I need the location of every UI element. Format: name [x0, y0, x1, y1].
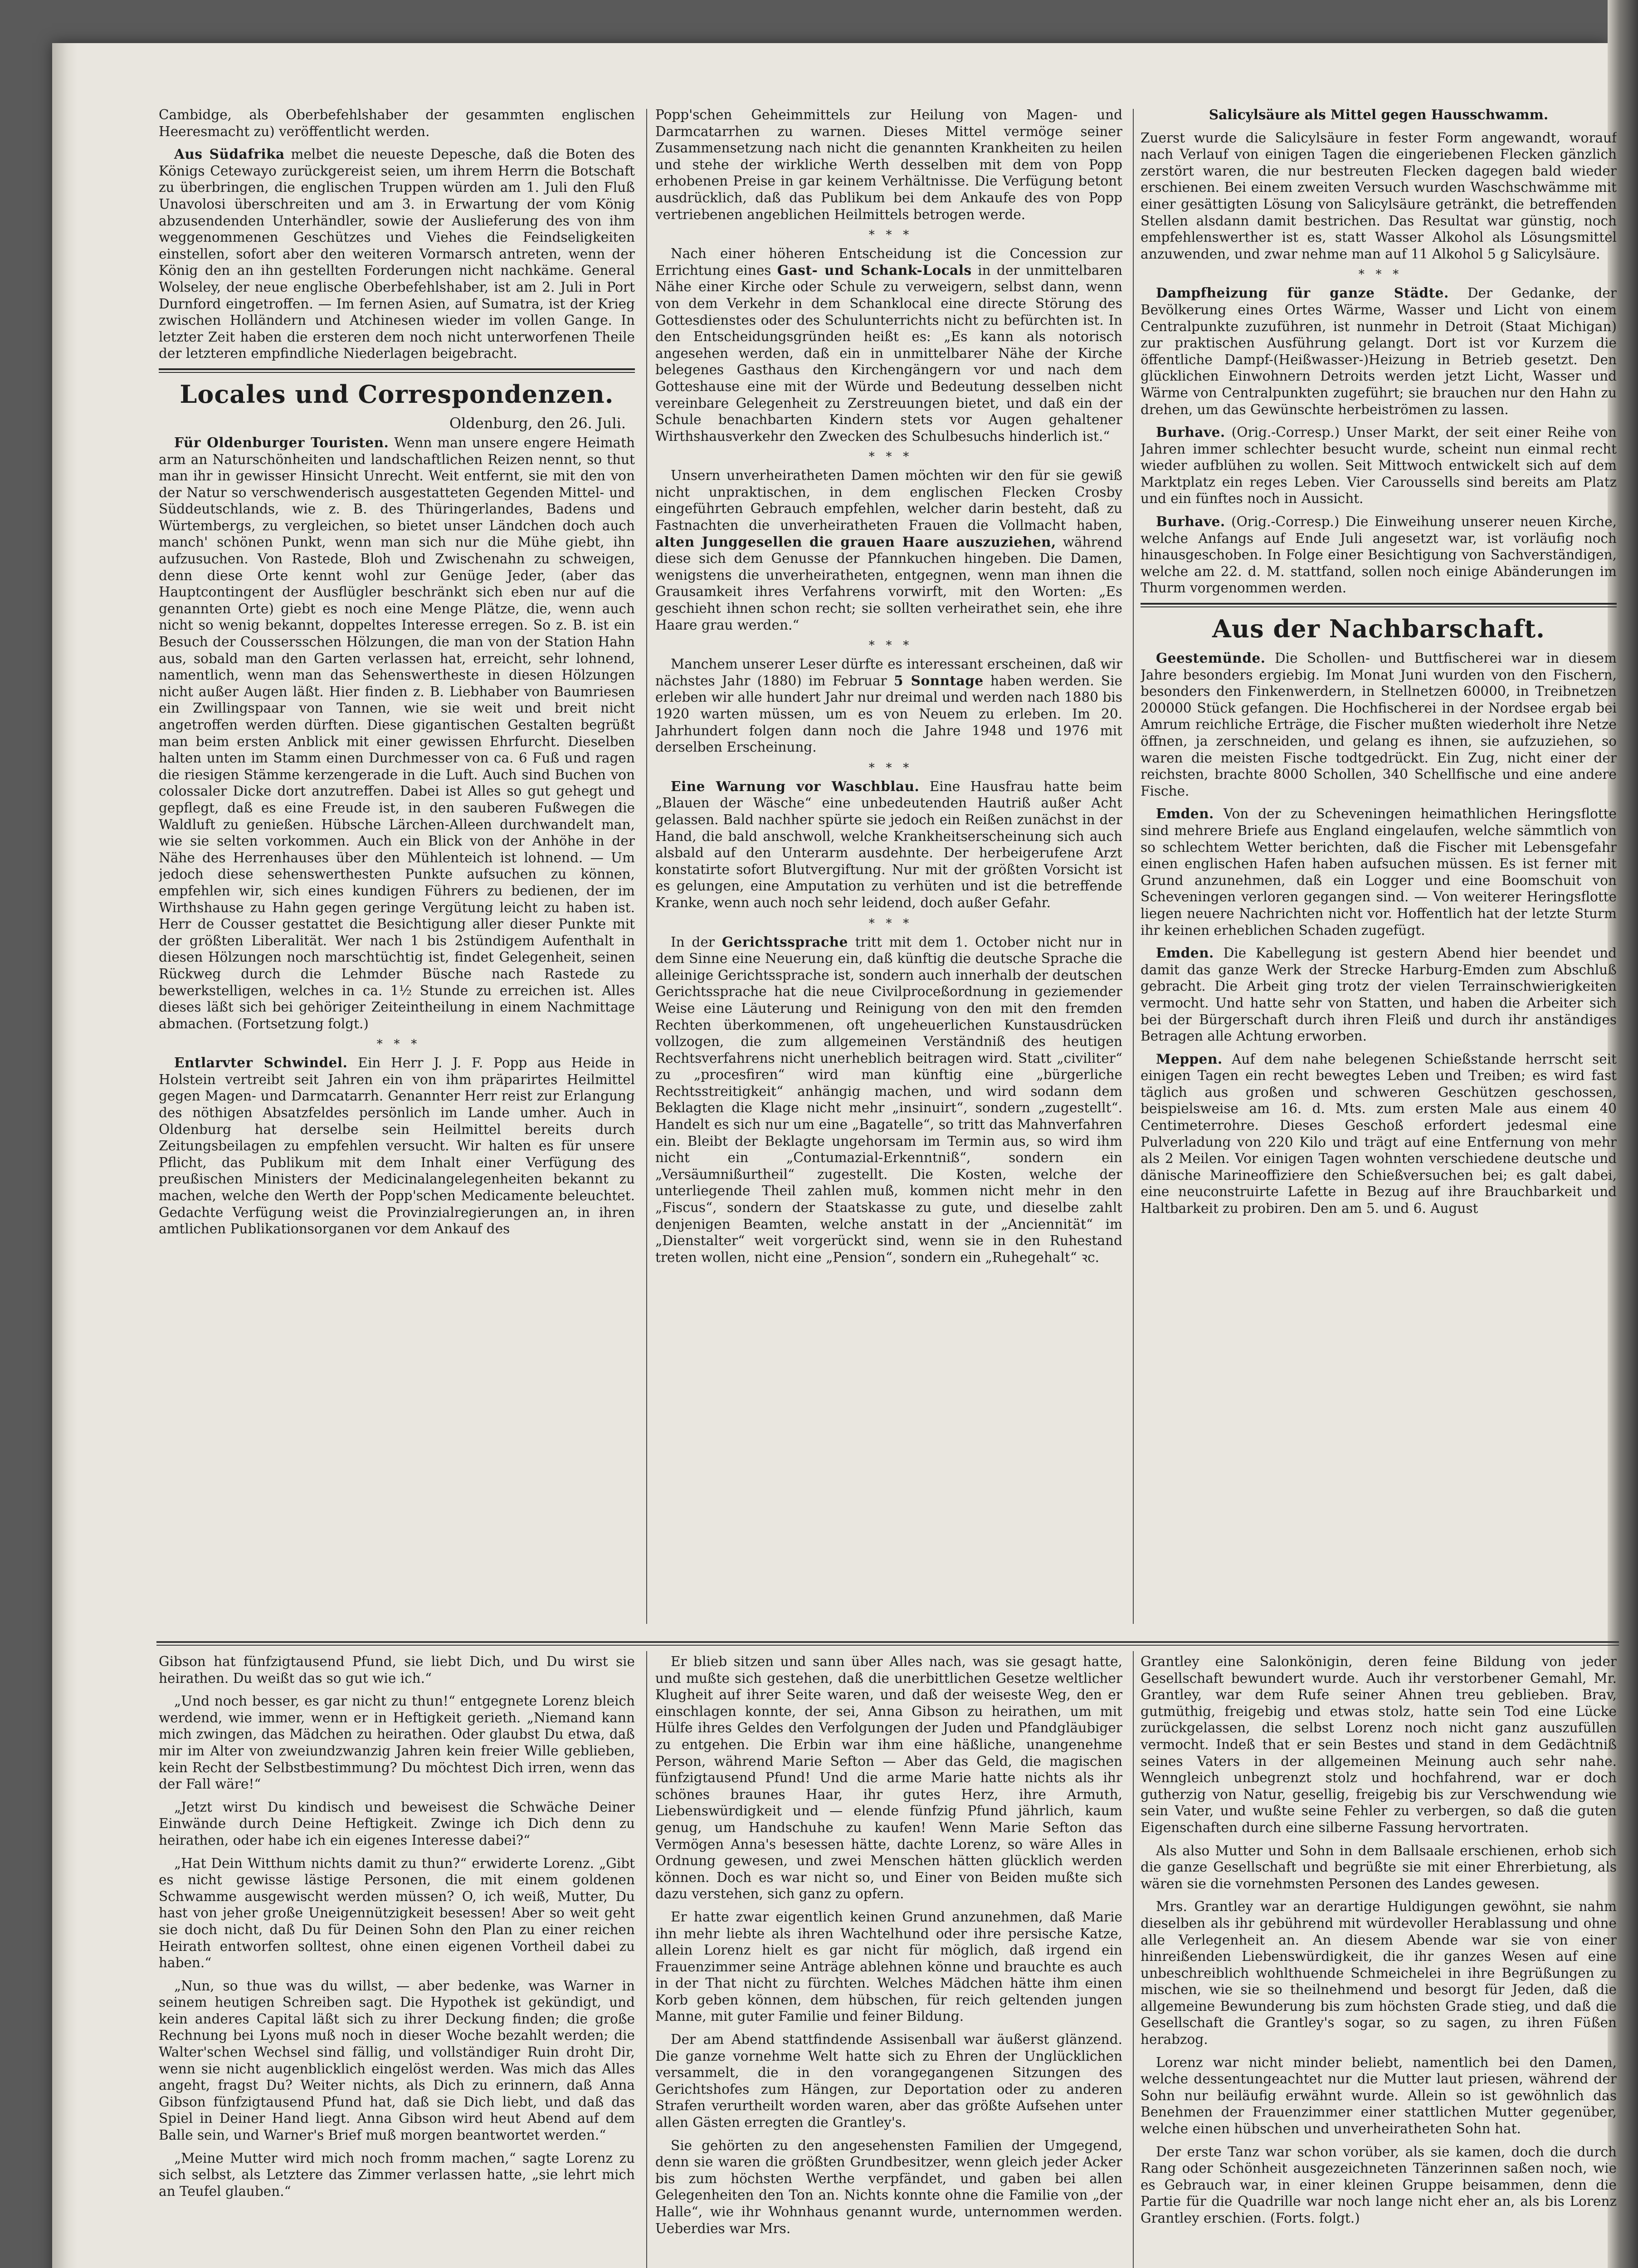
- column-2: [655, 107, 1122, 1631]
- article-text: (Orig.-Corresp.) Die Einweihung unserer neuen Kirche, welche Anfangs auf Ende Juli angesetzt war, ist vorläufig noch hinausgeschoben. In Folge einer Besichtigung von Sachverständigen, welche am 22. d. M. stattfand, sollen noch einige Abänderungen im Thurm vorgenommen werden.: [1141, 514, 1617, 596]
- separator-stars: * * *: [868, 450, 909, 464]
- feuilleton-column-2: [655, 1653, 1122, 2268]
- article-paragraph: [655, 656, 1122, 756]
- section-rule: [1141, 603, 1617, 607]
- article-paragraph: [655, 778, 1122, 911]
- article-paragraph: [1141, 806, 1617, 938]
- article-text: Von der zu Scheveningen heimathlichen Heringsflotte sind mehrere Briefe aus England eingelaufen, welche sämmtlich von so schlechtem Wetter berichten, daß die Fischer mit Lebensgefahr einen englischen Hafen haben aufsuchen müssen. Es ist ferner mit Grund anzunehmen, daß ein Logger und eine Boomschuit von Scheveningen verloren gegangen sind. — Von weiterer Heringsflotte liegen neuere Nachrichten nicht vor. Hoffentlich hat der letzte Sturm ihr keinen erheblichen Schaden zugefügt.: [1141, 806, 1617, 938]
- novel-paragraph: Als also Mutter und Sohn in dem Ballsaale erschienen, erhob sich die ganze Gesellschaft und begrüßte sie mit einer Ehrerbietung, als wären sie die vornehmsten Personen des Landes gewesen.: [1141, 1843, 1617, 1892]
- column-1: [159, 107, 635, 1631]
- article-text: Die Kabellegung ist gestern Abend hier beendet und damit das ganze Werk der Strecke Harburg-Emden zum Abschluß gebracht. Die Arbeit ging trotz der vielen Terrainschwierigkeiten vermocht. Und hatte sehr von Statten, und haben die Arbeiter sich bei der Bürgerschaft durch ihren Fleiß und durch ihr anständiges Betragen alle Achtung erworben.: [1141, 945, 1617, 1044]
- article-paragraph: [159, 435, 635, 1032]
- page-binding-shadow: [52, 43, 77, 2268]
- article-text: Zuerst wurde die Salicylsäure in fester Form angewandt, worauf nach Verlauf von einigen Tagen die eingeriebenen Flecken gänzlich zerstört waren, die nur bestreuten Flecken dagegen bald wieder erschienen. Bei einem zweiten Versuch wurden Waschschwämme mit einer gesättigten Lösung von Salicylsäure getränkt, die betreffenden Stellen alsdann damit bestrichen. Das Resultat war günstig, noch empfehlenswerther ist es, statt Wasser Alkohol als Lösungsmittel anzuwenden, und zwar nehme man auf 11 Alkohol 5 g Salicylsäure.: [1141, 130, 1617, 262]
- novel-paragraph: Der erste Tanz war schon vorüber, als sie kamen, doch die durch Rang oder Schönheit ausgezeichneten Tänzerinnen saßen noch, wie es Gebrauch war, in einer kleinen Gruppe beisammen, denn die Partie für die Quadrille war noch lange nicht eher an, als bis Lorenz Grantley erschien. (Forts. folgt.): [1141, 2144, 1617, 2226]
- separator-stars: * * *: [376, 1037, 417, 1051]
- novel-paragraph: Lorenz war nicht minder beliebt, namentlich bei den Damen, welche dessentungeachtet nur die Mutter laut priesen, während der Sohn nur beiläufig erwähnt wurde. Allein so ist gewöhnlich das Benehmen der Frauenzimmer einer stattlichen Mutter gegenüber, welche einen hübschen und unverheiratheten Sohn hat.: [1141, 2054, 1617, 2137]
- novel-paragraph: „Und noch besser, es gar nicht zu thun!“ entgegnete Lorenz bleich werdend, wie immer, wenn er in Heftigkeit gerieth. „Niemand kann mich zwingen, das Mädchen zu heirathen. Oder glaubst Du etwa, daß mir im Alter von zweiundzwanzig Jahren kein freier Wille geblieben, kein Recht der Selbstbestimmung? Du möchtest Dich irren, wenn das der Fall wäre!“: [159, 1693, 635, 1792]
- article-lead: Gerichtssprache: [722, 934, 848, 950]
- feuilleton-divider: [156, 1641, 1619, 1643]
- article-paragraph: [159, 146, 635, 362]
- article-text: haben werden. Sie erleben wir alle hundert Jahr nur dreimal und werden nach 1880 bis 1920 warten müssen, um es von Neuem zu erleben. Im 20. Jahrhundert folgen dann noch die Jahre 1948 und 1976 mit derselben Erscheinung.: [655, 673, 1122, 755]
- article-text: Auf dem nahe belegenen Schießstande herrscht seit einigen Tagen ein recht bewegtes Leben und Treiben; es wird fast täglich aus großen und schweren Geschützen geschossen, beispielsweise am 16. d. Mts. zum ersten Male aus einem 40 Centimeterrohre. Dieses Geschoß erfordert jedesmal eine Pulverladung von 220 Kilo und trägt auf eine Entfernung von mehr als 2 Meilen. Vor einigen Tagen wohnten verschiedene deutsche und dänische Marineoffiziere den Schießversuchen bei; es galt dabei, eine neuconstruirte Lafette in Bezug auf ihre Brauchbarkeit und Haltbarkeit zu probiren. Den am 5. und 6. August: [1141, 1051, 1617, 1217]
- novel-paragraph: „Nun, so thue was du willst, — aber bedenke, was Warner in seinem heutigen Schreiben sagt. Die Hypothek ist gekündigt, und kein anderes Capital läßt sich zu ihrer Deckung finden; die große Rechnung bei Lyons muß noch in dieser Woche bezahlt werden; die Walter'schen Wechsel sind fällig, und vollständiger Ruin droht Dir, wenn sie nicht augenblicklich eingelöst werden. Was mich das Alles angeht, fragst Du? Weiter nichts, als Dich zu erinnern, daß Anna Gibson fünfzigtausend Pfund hat, daß sie Dich liebt, und daß das Spiel in Deiner Hand liegt. Anna Gibson wird heut Abend auf dem Balle sein, und Warner's Brief muß morgen beantwortet werden.“: [159, 1978, 635, 2143]
- article-text: in der unmittelbaren Nähe einer Kirche oder Schule zu verweigern, selbst dann, wenn von dem Verkehr in dem Schanklocal eine directe Störung des Gottesdienstes oder des Schulunterrichts nicht zu befürchten ist. In den Entscheidungsgründen heißt es: „Es kann als notorisch angesehen werden, daß ein in unmittelbarer Nähe der Kirche belegenes Gasthaus den Kirchengängern vor und nach dem Gotteshause eine mit der Würde und Bedeutung desselben nicht vereinbare Gelegenheit zu Zerstreuungen bietet, und daß ein der Schule benachbarten Kindern stets vor Augen gehaltener Wirthshausverkehr den Zwecken des Schulbesuchs hinderlich ist.“: [655, 262, 1122, 444]
- continuation-note: (Fortsetzung folgt.): [237, 1016, 369, 1031]
- feuilleton-column-1: [159, 1653, 635, 2268]
- novel-paragraph: Er blieb sitzen und sann über Alles nach, was sie gesagt hatte, und mußte sich gestehen, daß die unerbittlichen Gesetze weltlicher Klugheit auf ihrer Seite waren, und daß der weiseste Weg, den er einschlagen konnte, der sei, Anna Gibson zu heirathen, um mit Hülfe ihres Geldes den Verfolgungen der Juden und Pfandgläubiger zu entgehen. Die Erbin war ihm eine häßliche, unangenehme Person, während Marie Sefton — Aber das Geld, die magischen fünfzigtausend Pfund! Und die arme Marie hatte nichts als ihr schönes braunes Haar, ihr gutes Herz, ihre Armuth, Liebenswürdigkeit und — elende fünfzig Pfund jährlich, kaum genug, um Handschuhe zu kaufen! Wenn Marie Sefton das Vermögen Anna's besessen hätte, dachte Lorenz, so wäre Alles in Ordnung gewesen, und zwei Menschen hätten glücklich werden können. Doch es war nicht so, und Einer von Beiden mußte sich dazu verstehen, sich ganz zu opfern.: [655, 1654, 1122, 1902]
- novel-paragraph: Der am Abend stattfindende Assisenball war äußerst glänzend. Die ganze vornehme Welt hatte sich zu Ehren der Unglücklichen versammelt, die in den vorangegangenen Sitzungen des Gerichtshofes zum Hängen, zur Deportation oder zu anderen Strafen verurtheilt worden waren, aber das größte Aufsehen unter allen Gästen erregten die Grantley's.: [655, 2032, 1122, 2131]
- article-lead: Aus Südafrika: [174, 146, 285, 162]
- novel-paragraph: Sie gehörten zu den angesehensten Familien der Umgegend, denn sie waren die größten Grundbesitzer, wenn gleich jeder Acker bis zum höchsten Werthe verpfändet, und gaben bei allen Gelegenheiten den Ton an. Nichts konnte ohne die Familie von „der Halle“, wie ihr Wohnhaus genannt wurde, unternommen werden. Ueberdies war Mrs.: [655, 2137, 1122, 2236]
- column-rule: [1133, 109, 1134, 1624]
- article-heading: Salicylsäure als Mittel gegen Hausschwamm.: [1209, 107, 1549, 122]
- article-text: Die Schollen- und Buttfischerei war in diesem Jahre besonders ergiebig. Im Monat Juni wurden von den Fischern, besonders den Finkenwerdern, in Stellnetzen 60000, in Treibnetzen 200000 Stück gefangen. Die Hochfischerei in der Nordsee ergab bei Amrum reichliche Erträge, die Fischer mußten wiederholt ihre Netze öffnen, ja zerschneiden, und gelang es ihnen, sie aufzuziehen, so waren die meisten Fische todtgedrückt. Ein Zug, nicht einer der reichsten, brachte 8000 Schollen, 340 Schellfische und eine andere Fische.: [1141, 650, 1617, 799]
- article-lead: Gast- und Schank-Locals: [777, 262, 972, 278]
- novel-paragraph: „Meine Mutter wird mich noch fromm machen,“ sagte Lorenz zu sich selbst, als Letztere das Zimmer verlassen hatte, „sie lehrt mich an Teufel glauben.“: [159, 2150, 635, 2199]
- article-paragraph: [1141, 945, 1617, 1045]
- article-lead: Burhave.: [1156, 424, 1225, 440]
- article-lead: Entlarvter Schwindel.: [174, 1055, 348, 1071]
- novel-paragraph: Gibson hat fünfzigtausend Pfund, sie liebt Dich, und Du wirst sie heirathen. Du weißt das so gut wie ich.“: [159, 1654, 635, 1686]
- article-paragraph: [655, 934, 1122, 1266]
- separator-stars: * * *: [868, 639, 909, 653]
- article-paragraph: [1141, 1051, 1617, 1217]
- article-text: Eine Hausfrau hatte beim „Blauen der Wäsche“ eine unbedeutenden Hautriß außer Acht gelassen. Bald nachher spürte sie jedoch ein Reißen zunächst in der Hand, die bald anschwoll, welche Krankheitserscheinung sich auch alsbald auf den Unterarm ausdehnte. Der herbeigerufene Arzt konstatirte sofort Blutvergiftung. Nur mit der größten Vorsicht ist es gelungen, eine Amputation zu verhüten und ist die betreffende Kranke, wenn auch noch sehr leidend, doch außer Gefahr.: [655, 778, 1122, 910]
- section-rule: [159, 368, 635, 373]
- article-paragraph: [655, 467, 1122, 633]
- article-lead: alten Junggesellen die grauen Haare auszuziehen,: [655, 533, 1056, 550]
- dateline: Oldenburg, den 26. Juli.: [449, 414, 626, 432]
- article-text: Nach einer höheren Entscheidung ist die Concession zur Errichtung eines: [655, 246, 1122, 278]
- separator-stars: * * *: [868, 916, 909, 930]
- section-heading: Locales und Correspondenzen.: [180, 379, 614, 409]
- article-lead: 5 Sonntage: [893, 672, 984, 689]
- article-text: melbet die neueste Depesche, daß die Boten des Königs Cetewayo zurückgereist seien, um ihrem Herrn die Botschaft zu überbringen, die englischen Truppen würden am 1. Juli den Fluß Unavolosi überschreiten und am 3. in Erwartung der vom König abzusendenden Unterhändler, sowie der Auslieferung des von ihm weggenommenen Geschützes und Viehes die Feindseligkeiten einstellen, sofort aber den weiteren Vormarsch antreten, wenn der König den an ihn gestellten Forderungen nicht nachkäme. General Wolseley, der neue englische Oberbefehlshaber, ist am 2. Juli in Port Durnford eingetroffen. — Im fernen Asien, auf Sumatra, ist der Krieg zwischen Holländern und Atchinesen wieder im vollen Gange. In letzter Zeit haben die ersteren dem noch nicht unterworfenen Theile der letzteren empfindliche Niederlagen beigebracht.: [159, 147, 635, 362]
- article-lead: Burhave.: [1156, 513, 1225, 530]
- article-text: Popp'schen Geheimmittels zur Heilung von Magen- und Darmcatarrhen zu warnen. Dieses Mittel vermöge seiner Zusammensetzung nach nicht die genannten Krankheiten zu heilen und stehe der wirkliche Werth desselben mit dem von Popp erhobenen Preise in gar keinem Verhältnisse. Die Verfügung betont ausdrücklich, daß das Publikum bei dem Ankaufe des von Popp vertriebenen angeblichen Heilmittels betrogen werde.: [655, 107, 1122, 222]
- separator-stars: * * *: [868, 761, 909, 775]
- article-lead: Geestemünde.: [1156, 650, 1266, 666]
- novel-paragraph: „Jetzt wirst Du kindisch und beweisest die Schwäche Deiner Einwände durch Deine Heftigkeit. Zwinge ich Dich denn zu heirathen, oder habe ich ein eigenes Interesse dabei?“: [159, 1799, 635, 1848]
- article-lead: Emden.: [1156, 806, 1214, 822]
- column-rule: [646, 1651, 647, 2268]
- article-paragraph: [159, 1055, 635, 1237]
- article-lead: Meppen.: [1156, 1051, 1223, 1067]
- feuilleton-column-3: [1141, 1653, 1617, 2268]
- article-text: Ein Herr J. J. F. Popp aus Heide in Holstein vertreibt seit Jahren ein von ihm präparirtes Heilmittel gegen Magen- und Darmcatarrh. Genannter Herr reist zur Erlangung des nöthigen Absatzfeldes persönlich im Lande umher. Auch in Oldenburg hat derselbe sein Heilmittel bereits durch Zeitungsbeilagen zu empfehlen versucht. Wir halten es für unsere Pflicht, das Publikum mit dem Inhalt einer Verfügung des preußischen Ministers der Medicinalangelegenheiten bekannt zu machen, welche den Werth der Popp'schen Medicamente beleuchtet. Gedachte Verfügung weist die Provinzialregierungen an, in ihren amtlichen Publikationsorganen vor dem Ankauf des: [159, 1055, 635, 1237]
- article-text: tritt mit dem 1. October nicht nur in dem Sinne eine Neuerung ein, daß künftig die deutsche Sprache die alleinige Gerichtssprache ist, sondern auch innerhalb der deutschen Gerichtssprache hat die neue Civilproceßordnung in geziemender Weise eine Läuterung und Reinigung von den mit den fremden Rechten überkommenen, oft ungeheuerlichen Kunstausdrücken vollzogen, die zum allgemeinen Verständniß des heutigen Rechtsverfahrens nicht unerheblich beitragen wird. Statt „civiliter“ zu „procesfiren“ wird man künftig eine „bürgerliche Rechtsstreitigkeit“ anhängig machen, und wird sodann dem Beklagten die Klage nicht mehr „insinuirt“, sondern „zugestellt“. Handelt es sich nur um eine „Bagatelle“, so tritt das Mahnverfahren ein. Bleibt der Beklagte ungehorsam im Termin aus, so wird ihm nicht ein „Contumazial-Erkenntniß“, sondern ein „Versäumnißurtheil“ zugestellt. Die Kosten, welche der unterliegende Theil zahlen muß, kommen nicht mehr in den „Fiscus“, sondern der Staatskasse zu gute, und dieselbe zahlt denjenigen Beamten, welche anstatt in der „Anciennität“ im „Dienstalter“ weit vorgerückt sind, wenn sie in den Ruhestand treten wollen, nicht eine „Pension“, sondern ein „Ruhegehalt“ ꝛc.: [655, 934, 1122, 1265]
- article-text: während diese sich dem Genusse der Pfannkuchen hingeben. Die Damen, wenigstens die unverheiratheten, entgegnen, wenn man ihnen die Grausamkeit ihres Verfahrens vorwirft, mit den Worten: „Es geschieht ihnen schon recht; sie sollten verheirathet sein, ehe ihre Haare grau werden.“: [655, 534, 1122, 633]
- feuilleton-divider: [156, 1645, 1619, 1646]
- article-lead: Für Oldenburger Touristen.: [174, 434, 389, 450]
- article-paragraph: [1141, 424, 1617, 507]
- novel-paragraph: „Hat Dein Witthum nichts damit zu thun?“ erwiderte Lorenz. „Gibt es nicht gewisse lästige Personen, die mit einem goldenen Schwamme ausgewischt werden müssen? O, ich weiß, Mutter, Du hast von jeher große Uneigennützigkeit besessen! Aber so weit geht sie doch nicht, daß Du für Deinen Sohn den Plan zu einer reichen Heirath entworfen solltest, ohne einen eigenen Vortheil dabei zu haben.“: [159, 1855, 635, 1971]
- article-lead: Eine Warnung vor Waschblau.: [671, 778, 920, 794]
- column-rule: [646, 109, 647, 1624]
- article-paragraph: [1141, 285, 1617, 418]
- article-text: (Orig.-Corresp.) Unser Markt, der seit einer Reihe von Jahren immer schlechter besucht wurde, scheint nun einmal recht wieder aufblühen zu wollen. Seit Mittwoch entwickelt sich auf dem Marktplatz ein reges Leben. Vier Caroussells sind bereits am Platz und ein fünftes noch in Aussicht.: [1141, 425, 1617, 507]
- article-text: Manchem unserer Leser dürfte es interessant erscheinen, daß wir nächstes Jahr (1880) im Februar: [655, 656, 1122, 689]
- article-paragraph: [1141, 513, 1617, 596]
- separator-stars: * * *: [1358, 268, 1399, 282]
- article-text: Cambidge, als Oberbefehlshaber der gesammten englischen Heeresmacht zu) veröffentlicht werden.: [159, 107, 635, 139]
- column-rule: [1133, 1651, 1134, 2268]
- article-text: Unsern unverheiratheten Damen möchten wir den für sie gewiß nicht unpraktischen, in dem englischen Flecken Crosby eingeführten Gebrauch empfehlen, welcher darin besteht, daß zu Fastnachten die unverheiratheten Frauen die Vollmacht haben,: [655, 468, 1122, 533]
- article-lead: Emden.: [1156, 945, 1214, 961]
- section-heading: Aus der Nachbarschaft.: [1212, 614, 1545, 644]
- article-text: In der: [671, 934, 715, 950]
- novel-paragraph: Mrs. Grantley war an derartige Huldigungen gewöhnt, sie nahm dieselben als ihr gebührend mit würdevoller Herablassung und ohne alle Verlegenheit an. An diesem Abende war sie von einer hinreißenden Liebenswürdigkeit, die ihr ganzes Wesen auf eine unbeschreiblich wohlthuende Schmeichelei in ihre Begrüßungen zu mischen, wie sie so theilnehmend und besorgt für Jeden, daß die allgemeine Bewunderung bis zum höchsten Grade stieg, und daß die Gesellschaft die Grantley's sogar, so zu sagen, zu ihren Füßen herabzog.: [1141, 1899, 1617, 2048]
- article-text: Der Gedanke, der Bevölkerung eines Ortes Wärme, Wasser und Licht von einem Centralpunkte zuzuführen, ist nunmehr in Detroit (Staat Michigan) zur praktischen Ausführung gelangt. Dort ist vor Kurzem die öffentliche Dampf-(Heißwasser-)Heizung in Betrieb gesetzt. Den glücklichen Einwohnern Detroits werden jetzt Licht, Wasser und Wärme von Centralpunkten zugeführt; sie brauchen nur den Hahn zu drehen, um das Gewünschte herbeiströmen zu lassen.: [1141, 285, 1617, 417]
- article-paragraph: [1141, 650, 1617, 799]
- column-3: [1141, 107, 1617, 1631]
- novel-paragraph: Grantley eine Salonkönigin, deren feine Bildung von jeder Gesellschaft bewundert wurde. Auch ihr verstorbener Gemahl, Mr. Grantley, war dem Rufe seiner Ahnen treu geblieben. Brav, gutmüthig, freigebig und etwas stolz, hatte sein Tod eine Lücke zurückgelassen, die selbst Lorenz noch nicht ganz auszufüllen vermocht. Indeß that er sein Bestes und stand in dem Gedächtniß seines Vaters in der allgemeinen Meinung auch sehr nahe. Wenngleich unbegrenzt stolz und hochfahrend, war er doch gutherzig von Natur, gesellig, freigebig bis zur Verschwendung wie sein Vater, und wußte seine Fehler zu verbergen, so daß die guten Eigenschaften durch eine silberne Fassung hervortraten.: [1141, 1654, 1617, 1835]
- article-lead: Dampfheizung für ganze Städte.: [1156, 285, 1449, 301]
- article-paragraph: [655, 245, 1122, 445]
- article-text: Wenn man unsere engere Heimath arm an Naturschönheiten und landschaftlichen Reizen nennt, so thut man ihr in gewisser Hinsicht Unrecht. Weit entfernt, sie mit den von der Natur so verschwenderisch ausgestatteten Gegenden Mittel- und Süddeutschlands, wie z. B. des Thüringerlandes, Badens und Würtembergs, zu vergleichen, so bietet unser Ländchen doch auch manch' schönen Punkt, wenn man sich nur die Mühe giebt, ihn aufzusuchen. Von Rastede, Bloh und Zwischenahn zu schweigen, denn diese Orte kennt wohl zur Genüge Jeder, (aber das Hauptcontingent der Ausflügler beschränkt sich eben nur auf die genannten Orte) giebt es noch eine Menge Plätze, die, wenn auch nicht so wenig bekannt, doppeltes Interesse erregen. So z. B. ist ein Besuch der Coussersschen Hölzungen, die man von der Station Hahn aus, sobald man den Garten verlassen hat, erreicht, sehr lohnend, namentlich, wenn man das Sehenswertheste in diesen Hölzungen nicht außer Augen läßt. Hier finden z. B. Liebhaber von Baumriesen ein Zwillingspaar von Tannen, wie sie weit und breit nicht angetroffen werden dürften. Diese gigantischen Gestalten begrüßt man beim ersten Anblick mit einer gewissen Ehrfurcht. Dieselben halten unten im Stamm einen Durchmesser von ca. 6 Fuß und ragen die riesigen Stämme kerzengerade in die Luft. Auch sind Buchen von colossaler Dicke dort anzutreffen. Dabei ist Alles so gut gehegt und gepflegt, daß es eine Freude ist, in den sauberen Fußwegen die Waldluft zu genießen. Hübsche Lärchen-Alleen durchwandelt man, wie sie selten vorkommen. Auch ein Blick von der Anhöhe in der Nähe des Herrenhauses über den Mühlenteich ist lohnend. — Um jedoch diese sehenswerthesten Punkte aufsuchen zu können, empfehlen wir, sich eines kundigen Führers zu bedienen, der im Wirthshause zu Hahn gegen geringe Vergütung leicht zu haben ist. Herr de Cousser gestattet die Besichtigung aller dieser Punkte mit der größten Liberalität. Wer nach 1 bis 2stündigem Aufenthalt in diesen Hölzungen noch marschtüchtig ist, findet Gelegenheit, seinen Rückweg durch die Lehmder Büsche nach Rastede zu bewerkstelligen, welches in ca. 1½ Stunde zu erreichen ist. Alles dieses läßt sich bei gehöriger Zeiteintheilung in einem Nachmittage abmachen.: [159, 435, 635, 1031]
- separator-stars: * * *: [868, 228, 909, 242]
- novel-paragraph: Er hatte zwar eigentlich keinen Grund anzunehmen, daß Marie ihn mehr liebte als ihren Wachtelhund oder ihre persische Katze, allein Lorenz hielt es gar nicht für möglich, daß irgend ein Frauenzimmer seine Anträge ablehnen könne und brauchte es auch in der That nicht zu fürchten. Welches Mädchen hätte ihm einen Korb geben können, dem hübschen, für reich geltenden jungen Manne, mit guter Familie und feiner Bildung.: [655, 1909, 1122, 2024]
